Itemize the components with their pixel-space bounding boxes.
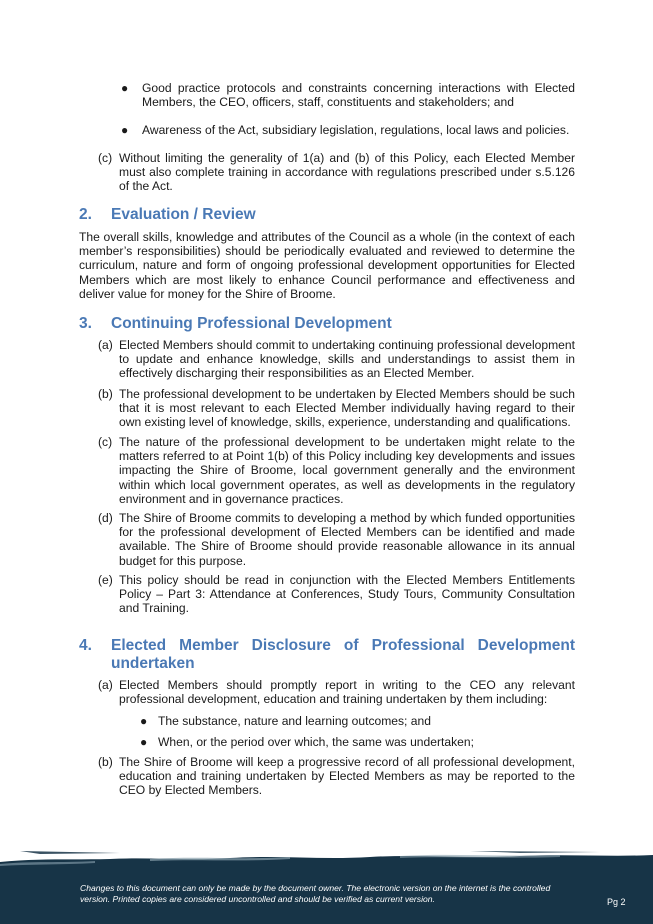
- clause-text: Elected Members should promptly report in writing to the CEO any relevant professional development, education and training undertaken by them including:: [119, 678, 575, 707]
- bullet-text: Awareness of the Act, subsidiary legislation, regulations, local laws and policies.: [142, 123, 570, 137]
- bullet-icon: ●: [121, 123, 129, 137]
- section-number: 4.: [79, 637, 92, 654]
- clause-text: The Shire of Broome will keep a progressive record of all professional development, education and training undertaken by Elected Members as may be reported to the CEO by Elected Members.: [119, 755, 575, 798]
- section-2-body: The overall skills, knowledge and attributes of the Council as a whole (in the context of each member’s responsibilities) should be periodically evaluated and reviewed to determine the curriculum, nature and form of ongoing professional development opportunities for Elected Members which are most likely to enhance Council performance and effectiveness and deliver value for money for the Shire of Broome.: [79, 230, 575, 301]
- clause-label: (c): [98, 435, 113, 449]
- bullet-text: The substance, nature and learning outcomes; and: [158, 714, 431, 728]
- bullet-icon: ●: [121, 81, 129, 95]
- section-title: Evaluation / Review: [111, 206, 256, 223]
- clause-label: (b): [98, 387, 113, 401]
- section-title: Elected Member Disclosure of Professional Development: [111, 637, 575, 654]
- clause-label: (b): [98, 755, 113, 769]
- section-title: Continuing Professional Development: [111, 315, 392, 332]
- clause-text: This policy should be read in conjunction with the Elected Members Entitlements Policy – Part 3: Attendance at Conferences, Study Tours, Community Consultation and Training.: [119, 573, 575, 616]
- page-number: Pg 2: [607, 897, 626, 907]
- section-number: 2.: [79, 206, 92, 223]
- footer-band: [0, 848, 653, 924]
- clause-text: The Shire of Broome commits to developing a method by which funded opportunities for the professional development of Elected Members can be identified and made available. The Shire of Broome should provide reasonable allowance in its annual budget for this purpose.: [119, 511, 575, 568]
- bullet-icon: ●: [140, 735, 148, 749]
- clause-label: (d): [98, 511, 113, 525]
- bullet-icon: ●: [140, 714, 148, 728]
- clause-label: (c): [98, 151, 113, 165]
- clause-label: (a): [98, 678, 113, 692]
- clause-text: The nature of the professional development to be undertaken might relate to the matters referred to at Point 1(b) of this Policy including key developments and issues impacting the Shire of Broome, local government generally and the environment within which local government operates, as well as developments in the regulatory environment and in governance practices.: [119, 435, 575, 506]
- section-number: 3.: [79, 315, 92, 332]
- clause-text: Elected Members should commit to undertaking continuing professional development to update and enhance knowledge, skills and understandings to assist them in effectively discharging their responsibilities as an Elected Member.: [119, 338, 575, 381]
- clause-text: The professional development to be undertaken by Elected Members should be such that it is most relevant to each Elected Member individually having regard to their own existing level of knowledge, skills, experience, understanding and qualifications.: [119, 387, 575, 430]
- clause-text: Without limiting the generality of 1(a) and (b) of this Policy, each Elected Member must also complete training in accordance with regulations prescribed under s.5.126 of the Act.: [119, 151, 575, 194]
- clause-label: (e): [98, 573, 113, 587]
- clause-label: (a): [98, 338, 113, 352]
- bullet-text: When, or the period over which, the same was undertaken;: [158, 735, 474, 749]
- footer-disclaimer: Changes to this document can only be made by the document owner. The electronic version on the internet is the controlled version. Printed copies are considered uncontrolled and should be verified as current version.: [80, 883, 551, 904]
- bullet-text: Good practice protocols and constraints concerning interactions with Elected Members, the CEO, officers, staff, constituents and stakeholders; and: [142, 81, 575, 110]
- section-title-continued: undertaken: [111, 655, 195, 672]
